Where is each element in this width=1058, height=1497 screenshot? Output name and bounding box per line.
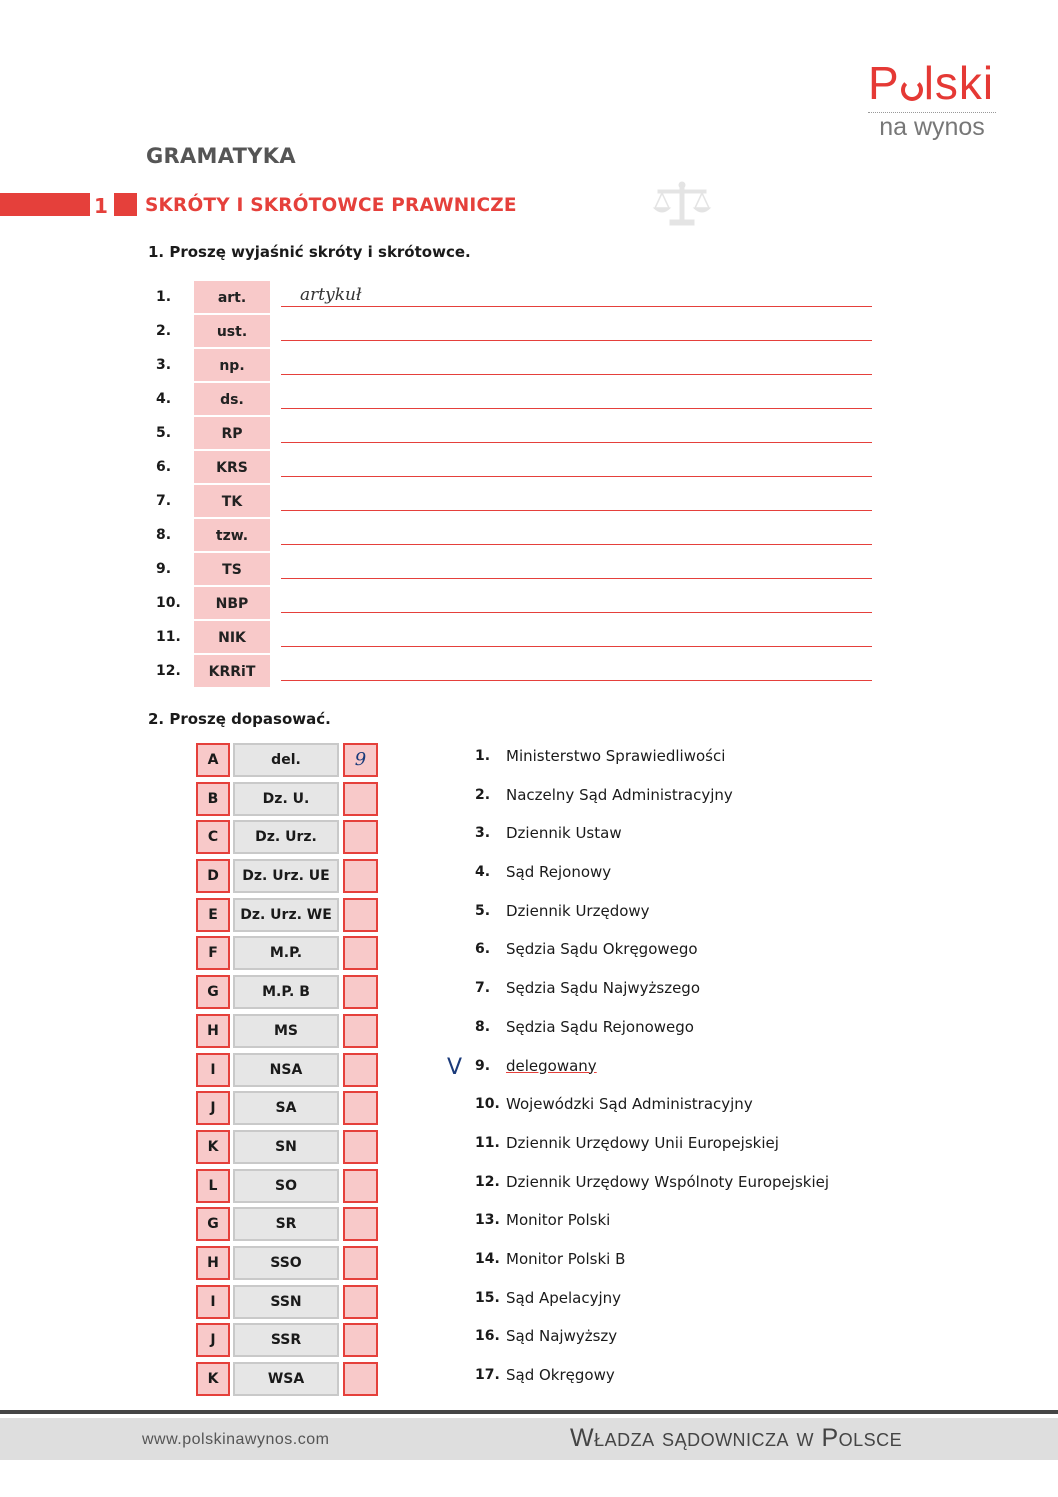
letter-cell: F	[196, 936, 230, 970]
scales-icon	[652, 180, 712, 230]
item-number: 3.	[475, 825, 491, 842]
item-number: 4.	[475, 864, 491, 881]
item-text: Sędzia Sądu Rejonowego	[506, 1017, 694, 1036]
abbreviation-cell: Dz. Urz. UE	[233, 859, 339, 893]
item-text: Sąd Okręgowy	[506, 1366, 615, 1384]
row-number: 4.	[156, 391, 172, 407]
row-number: 7.	[156, 493, 172, 509]
answer-cell[interactable]	[343, 1169, 378, 1203]
footer-title: Władza sądownicza w Polsce	[570, 1424, 903, 1452]
item-text: Dziennik Urzędowy	[506, 901, 650, 920]
letter-cell: D	[196, 859, 230, 893]
answer-cell[interactable]	[343, 1130, 378, 1164]
abbreviation-cell: SSN	[233, 1285, 339, 1319]
answer-cell[interactable]	[343, 1091, 378, 1125]
item-text: Monitor Polski	[506, 1211, 611, 1230]
abbreviation-box: tzw.	[194, 519, 270, 551]
item-text: Monitor Polski B	[506, 1249, 626, 1268]
footer-url[interactable]: www.polskinawynos.com	[142, 1431, 330, 1448]
item-text: Dziennik Ustaw	[506, 824, 622, 843]
abbreviation-box: KRRiT	[194, 655, 270, 687]
abbreviation-cell: Dz. Urz. WE	[233, 898, 339, 932]
answer-cell[interactable]	[343, 859, 378, 893]
abbreviation-box: ds.	[194, 383, 270, 415]
letter-cell: H	[196, 1014, 230, 1048]
row-number: 10.	[156, 595, 181, 611]
abbreviation-cell: MS	[233, 1014, 339, 1048]
item-text: Sąd Apelacyjny	[506, 1288, 622, 1307]
letter-cell: E	[196, 898, 230, 932]
section-title: SKRÓTY I SKRÓTOWCE PRAWNICZE	[145, 195, 517, 216]
answer-cell[interactable]	[343, 782, 378, 816]
abbreviation-box: np.	[194, 349, 270, 381]
footer-divider	[0, 1410, 1058, 1414]
exercise2-instruction: 2. Proszę dopasować.	[148, 710, 331, 728]
letter-cell: J	[196, 1091, 230, 1125]
abbreviation-cell: Dz. U.	[233, 782, 339, 816]
letter-cell: K	[196, 1130, 230, 1164]
answer-cell[interactable]	[343, 1246, 378, 1280]
item-text: Wojewódzki Sąd Administracyjny	[506, 1095, 753, 1114]
row-number: 9.	[156, 561, 172, 577]
abbreviation-box: KRS	[194, 451, 270, 483]
abbreviation-cell: del.	[233, 743, 339, 777]
abbreviation-cell: Dz. Urz.	[233, 820, 339, 854]
abbreviation-cell: SA	[233, 1091, 339, 1125]
item-number: 14.	[475, 1250, 500, 1267]
answer-cell[interactable]	[343, 1053, 378, 1087]
answer-cell[interactable]	[343, 1285, 378, 1319]
row-number: 8.	[156, 527, 172, 543]
item-text: Naczelny Sąd Administracyjny	[506, 785, 733, 804]
item-number: 2.	[475, 786, 491, 803]
exercise1-instruction: 1. Proszę wyjaśnić skróty i skrótowce.	[148, 243, 471, 261]
abbreviation-box: TS	[194, 553, 270, 585]
item-number: 15.	[475, 1289, 500, 1306]
letter-cell: C	[196, 820, 230, 854]
answer-line[interactable]	[281, 306, 872, 307]
section-bar	[0, 193, 90, 216]
answer-line[interactable]	[281, 442, 872, 443]
answer-cell[interactable]	[343, 1362, 378, 1396]
item-text: delegowany	[506, 1056, 597, 1075]
letter-cell: B	[196, 782, 230, 816]
answer-cell[interactable]	[343, 975, 378, 1009]
section-square	[114, 193, 137, 216]
item-text: Sąd Najwyższy	[506, 1327, 618, 1346]
item-number: 11.	[475, 1134, 500, 1151]
item-text: Dziennik Urzędowy Wspólnoty Europejskiej	[506, 1172, 830, 1191]
abbreviation-cell: SO	[233, 1169, 339, 1203]
item-number: 8.	[475, 1018, 491, 1035]
letter-cell: A	[196, 743, 230, 777]
letter-cell: K	[196, 1362, 230, 1396]
answer-cell[interactable]: 9	[343, 743, 378, 777]
item-number: 9.	[475, 1057, 491, 1074]
row-number: 1.	[156, 289, 172, 305]
item-text: Ministerstwo Sprawiedliwości	[506, 747, 726, 765]
answer-line[interactable]	[281, 612, 872, 613]
letter-cell: L	[196, 1169, 230, 1203]
row-number: 6.	[156, 459, 172, 475]
abbreviation-cell: SR	[233, 1207, 339, 1241]
brand-logo	[868, 58, 1000, 141]
answer-line[interactable]	[281, 374, 872, 375]
answer-line[interactable]	[281, 476, 872, 477]
item-number: 5.	[475, 902, 491, 919]
abbreviation-cell: WSA	[233, 1362, 339, 1396]
answer-cell[interactable]	[343, 936, 378, 970]
abbreviation-cell: SSR	[233, 1323, 339, 1357]
answer-cell[interactable]	[343, 898, 378, 932]
abbreviation-cell: NSA	[233, 1053, 339, 1087]
item-number: 7.	[475, 980, 491, 997]
item-text: Sędzia Sądu Najwyższego	[506, 979, 700, 998]
answer-line[interactable]	[281, 544, 872, 545]
letter-cell: I	[196, 1285, 230, 1319]
abbreviation-cell: SSO	[233, 1246, 339, 1280]
item-number: 13.	[475, 1212, 500, 1229]
answer-cell[interactable]	[343, 1207, 378, 1241]
abbreviation-box: NBP	[194, 587, 270, 619]
item-number: 16.	[475, 1328, 500, 1345]
item-number: 6.	[475, 941, 491, 958]
item-text: Sąd Rejonowy	[506, 863, 612, 882]
row-number: 12.	[156, 663, 181, 679]
logo-o-icon	[901, 79, 923, 101]
abbreviation-box: TK	[194, 485, 270, 517]
abbreviation-box: RP	[194, 417, 270, 449]
item-text: Dziennik Urzędowy Unii Europejskiej	[506, 1133, 779, 1152]
logo-subtitle: na wynos	[879, 113, 985, 141]
row-number: 2.	[156, 323, 172, 339]
answer-line[interactable]	[281, 578, 872, 579]
answer-cell[interactable]	[343, 1323, 378, 1357]
answer-line[interactable]	[281, 510, 872, 511]
answer-line[interactable]	[281, 680, 872, 681]
answer-cell[interactable]	[343, 820, 378, 854]
row-number: 3.	[156, 357, 172, 373]
check-mark: V	[447, 1055, 463, 1080]
abbreviation-box: art.	[194, 281, 270, 313]
answer-line[interactable]	[281, 646, 872, 647]
abbreviation-cell: M.P.	[233, 936, 339, 970]
row-number: 11.	[156, 629, 181, 645]
answer-cell[interactable]	[343, 1014, 378, 1048]
abbreviation-box: ust.	[194, 315, 270, 347]
letter-cell: G	[196, 1207, 230, 1241]
item-number: 17.	[475, 1367, 500, 1383]
letter-cell: H	[196, 1246, 230, 1280]
letter-cell: I	[196, 1053, 230, 1087]
abbreviation-box: NIK	[194, 621, 270, 653]
abbreviation-cell: SN	[233, 1130, 339, 1164]
letter-cell: J	[196, 1323, 230, 1357]
section-number: 1	[94, 194, 108, 218]
letter-cell: G	[196, 975, 230, 1009]
answer-line[interactable]	[281, 340, 872, 341]
section-label: GRAMATYKA	[146, 144, 296, 168]
item-number: 12.	[475, 1173, 500, 1190]
abbreviation-cell: M.P. B	[233, 975, 339, 1009]
answer-text[interactable]: artykuł	[300, 285, 362, 305]
item-number: 1.	[475, 748, 491, 764]
item-number: 10.	[475, 1096, 500, 1113]
answer-line[interactable]	[281, 408, 872, 409]
logo-main: P lski	[868, 57, 995, 109]
item-text: Sędzia Sądu Okręgowego	[506, 940, 698, 959]
row-number: 5.	[156, 425, 172, 441]
